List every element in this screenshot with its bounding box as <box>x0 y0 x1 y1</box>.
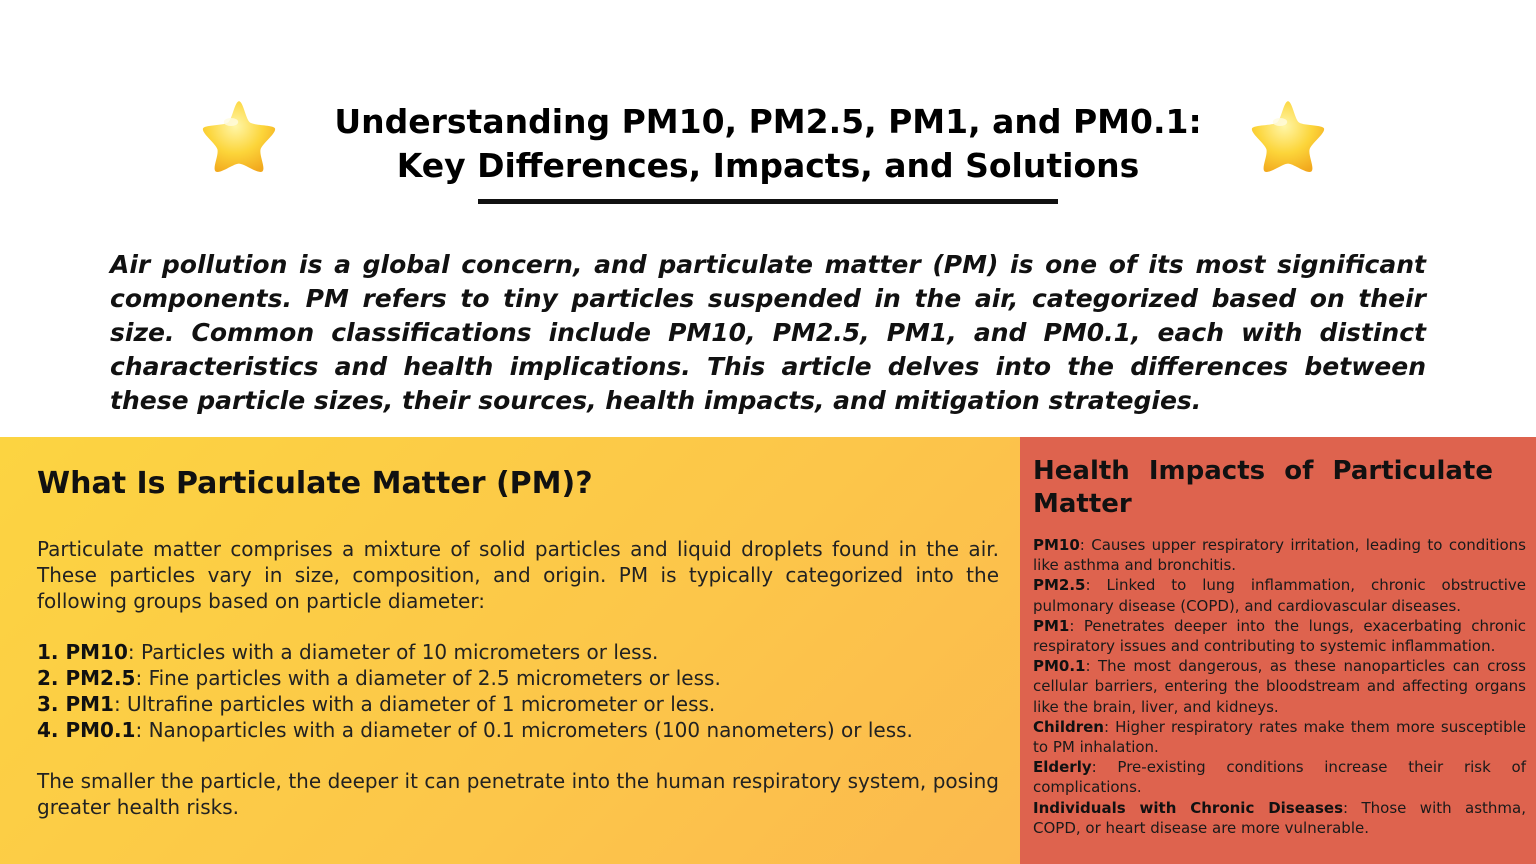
list-item-term: 4. PM0.1 <box>37 718 136 742</box>
title-line-1: Understanding PM10, PM2.5, PM1, and PM0.1: <box>334 102 1202 141</box>
list-item-term: PM0.1 <box>1033 657 1086 676</box>
list-item-text: : Higher respiratory rates make them more susceptible to PM inhalation. <box>1033 717 1526 757</box>
list-item-term: Individuals with Chronic Diseases <box>1033 798 1344 817</box>
list-item-term: 3. PM1 <box>37 692 114 716</box>
list-item-text: : Penetrates deeper into the lungs, exacerbating chronic respiratory issues and contributing to systemic inflammation. <box>1033 616 1526 656</box>
list-item-text: : Fine particles with a diameter of 2.5 micrometers or less. <box>135 666 721 690</box>
what-is-pm-heading: What Is Particulate Matter (PM)? <box>37 466 593 501</box>
list-item <box>37 717 1007 743</box>
page-title <box>0 100 1536 188</box>
title-underline <box>478 199 1058 204</box>
list-item-term: Children <box>1033 717 1104 736</box>
list-item <box>1033 535 1526 575</box>
list-item <box>37 691 1007 717</box>
list-item-term: Elderly <box>1033 758 1092 777</box>
list-item <box>1033 717 1526 757</box>
list-item-text: : The most dangerous, as these nanoparticles can cross cellular barriers, entering the bloodstream and affecting organs like the brain, liver, and kidneys. <box>1033 657 1526 716</box>
list-item-text: : Causes upper respiratory irritation, leading to conditions like asthma and bronchitis. <box>1033 536 1526 575</box>
list-item-term: PM1 <box>1033 616 1070 635</box>
list-item-text: : Ultrafine particles with a diameter of 1 micrometer or less. <box>113 692 716 716</box>
health-impacts-heading: Health Impacts of Particulate Matter <box>1033 456 1493 519</box>
list-item <box>37 639 1007 665</box>
list-item <box>1033 616 1526 656</box>
health-impacts-list <box>1033 535 1526 838</box>
list-item-text: : Nanoparticles with a diameter of 0.1 micrometers (100 nanometers) or less. <box>135 718 913 742</box>
list-item <box>1033 798 1526 838</box>
pm-definition-paragraph: Particulate matter comprises a mixture of solid particles and liquid droplets found in the air. These particles vary in size, composition, and origin. PM is typically categorized into the following groups based on particle diameter: <box>37 537 999 613</box>
list-item-text: : Particles with a diameter of 10 micrometers or less. <box>127 640 659 664</box>
list-item-term: PM2.5 <box>1033 576 1086 595</box>
intro-paragraph: Air pollution is a global concern, and particulate matter (PM) is one of its most significant components. PM refers to tiny particles suspended in the air, categorized based on their size. Common classifications include PM10, PM2.5, PM1, and PM0.1, each with distinct characteristics and health implications. This article delves into the differences between these particle sizes, their sources, health impacts, and mitigation strategies. <box>110 250 1426 415</box>
pm-risk-paragraph: The smaller the particle, the deeper it can penetrate into the human respiratory system, posing greater health risks. <box>37 769 999 819</box>
list-item-text: : Pre-existing conditions increase their risk of complications. <box>1033 758 1526 797</box>
list-item-term: 1. PM10 <box>37 640 128 664</box>
list-item <box>1033 575 1526 615</box>
list-item <box>1033 757 1526 797</box>
list-item-text: : Those with asthma, COPD, or heart disease are more vulnerable. <box>1033 798 1526 837</box>
list-item <box>1033 656 1526 717</box>
list-item-text: : Linked to lung inflammation, chronic obstructive pulmonary disease (COPD), and cardiovascular diseases. <box>1033 576 1526 615</box>
list-item-term: 2. PM2.5 <box>37 666 136 690</box>
list-item-term: PM10 <box>1033 536 1080 554</box>
list-item <box>37 665 1007 691</box>
title-line-2: Key Differences, Impacts, and Solutions <box>396 146 1140 185</box>
pm-category-list <box>37 639 1007 743</box>
